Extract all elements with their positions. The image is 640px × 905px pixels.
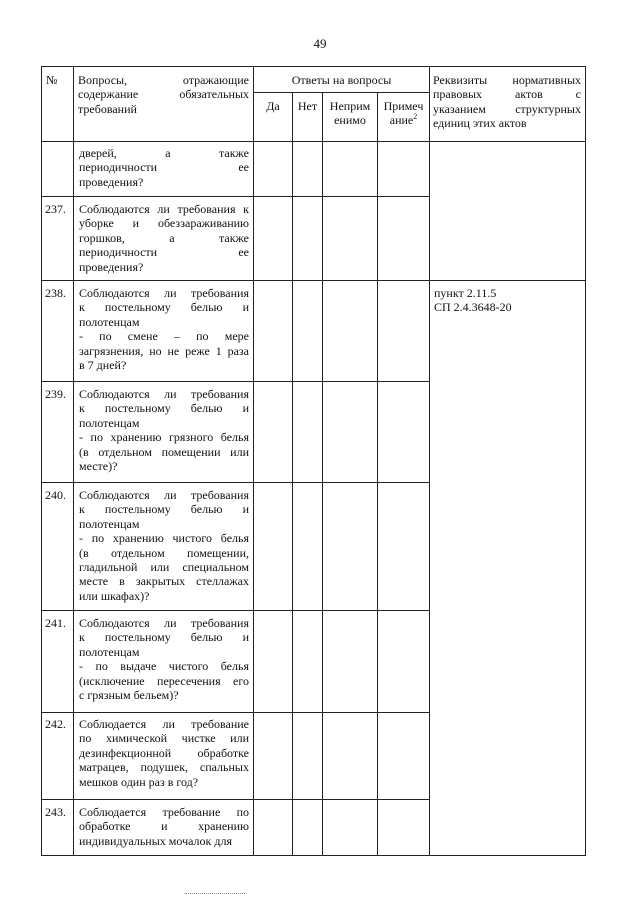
header-requisites-line: указанием структурных bbox=[433, 101, 581, 116]
question-line: уборке и обеззараживанию bbox=[79, 216, 249, 231]
question-line: с грязным бельем)? bbox=[79, 688, 179, 703]
header-yes: Да bbox=[266, 99, 280, 113]
question-line: к постельному белью и bbox=[79, 300, 249, 315]
header-no: Нет bbox=[297, 99, 318, 113]
question-line: - по хранению грязного белья bbox=[79, 430, 249, 445]
header-questions-line: Вопросы, отражающие bbox=[78, 73, 249, 87]
row-number: 239. bbox=[45, 387, 66, 401]
question-line: полотенцам bbox=[79, 516, 140, 531]
question-line: (в отдельном помещении или bbox=[79, 444, 249, 459]
row-question bbox=[79, 616, 249, 702]
header-not-applicable bbox=[323, 99, 377, 128]
question-line: к постельному белью и bbox=[79, 502, 249, 517]
question-line: Соблюдаются ли требования bbox=[79, 387, 249, 401]
question-line: мешков один раз в год? bbox=[79, 774, 199, 789]
question-line: Соблюдается требование по bbox=[79, 805, 249, 819]
header-requisites-line: единиц этих актов bbox=[433, 116, 527, 131]
question-line: полотенцам bbox=[79, 644, 140, 659]
header-note-line: Примеч bbox=[383, 99, 424, 113]
header-requisites bbox=[433, 73, 581, 131]
row-question bbox=[79, 805, 249, 848]
question-line: месте в закрытых стеллажах bbox=[79, 574, 249, 589]
question-line: к постельному белью и bbox=[79, 630, 249, 645]
question-line: (исключение пересечения его bbox=[79, 673, 249, 688]
question-line: периодичности ее bbox=[79, 245, 249, 260]
header-na-line: Неприм bbox=[329, 99, 371, 113]
requisite-line: СП 2.4.3648-20 bbox=[434, 300, 512, 315]
row-question bbox=[79, 717, 249, 789]
question-line: загрязнения, но не реже 1 раза bbox=[79, 343, 249, 358]
row-question bbox=[79, 202, 249, 274]
header-note-line: ание bbox=[389, 113, 414, 128]
page-number: 49 bbox=[313, 36, 327, 51]
question-line: Соблюдаются ли требования bbox=[79, 286, 249, 300]
header-requisites-line: Реквизиты нормативных bbox=[433, 73, 581, 87]
row-number: 237. bbox=[45, 202, 66, 216]
question-line: гладильной или специальном bbox=[79, 560, 249, 575]
row-number: 240. bbox=[45, 488, 66, 502]
question-line: Соблюдаются ли требования к bbox=[79, 202, 249, 216]
question-line: обработке и хранению bbox=[79, 819, 249, 834]
row-number: 241. bbox=[45, 616, 66, 630]
question-line: - по выдаче чистого белья bbox=[79, 659, 249, 674]
question-line: или шкафах)? bbox=[79, 588, 150, 603]
header-note-footnote: 2 bbox=[413, 112, 418, 122]
header-note bbox=[378, 99, 429, 128]
question-line: проведения? bbox=[79, 259, 144, 274]
question-line: матрацев, подушек, спальных bbox=[79, 760, 249, 775]
scan-mark bbox=[185, 893, 245, 896]
question-line: дезинфекционной обработке bbox=[79, 745, 249, 760]
question-line: полотенцам bbox=[79, 415, 140, 430]
header-answers: Ответы на вопросы bbox=[291, 73, 392, 87]
header-requisites-line: правовых актов с bbox=[433, 87, 581, 102]
header-na-line: енимо bbox=[334, 113, 366, 128]
question-line: полотенцам bbox=[79, 314, 140, 329]
header-questions-line: содержание обязательных bbox=[78, 87, 249, 102]
question-line: в 7 дней? bbox=[79, 358, 127, 373]
question-line: Соблюдается ли требование bbox=[79, 717, 249, 731]
question-line: дверей, а также bbox=[79, 146, 249, 160]
row-number: 238. bbox=[45, 286, 66, 300]
row-question bbox=[79, 146, 249, 189]
question-line: Соблюдаются ли требования bbox=[79, 488, 249, 502]
question-line: проведения? bbox=[79, 174, 144, 189]
header-number: № bbox=[46, 73, 58, 87]
question-line: Соблюдаются ли требования bbox=[79, 616, 249, 630]
row-requisites bbox=[434, 286, 582, 315]
question-line: к постельному белью и bbox=[79, 401, 249, 416]
question-line: по химической чистке или bbox=[79, 731, 249, 746]
question-line: индивидуальных мочалок для bbox=[79, 833, 232, 848]
header-questions-line: требований bbox=[78, 101, 137, 116]
requisite-line: пункт 2.11.5 bbox=[434, 286, 497, 300]
question-line: (в отдельном помещении, bbox=[79, 545, 249, 560]
row-question bbox=[79, 488, 249, 603]
question-line: месте)? bbox=[79, 459, 118, 474]
row-number: 242. bbox=[45, 717, 66, 731]
question-line: - по хранению чистого белья bbox=[79, 531, 249, 546]
row-question bbox=[79, 387, 249, 473]
question-line: периодичности ее bbox=[79, 160, 249, 175]
question-line: - по смене – по мере bbox=[79, 329, 249, 344]
header-questions bbox=[78, 73, 249, 116]
question-line: горшков, а также bbox=[79, 230, 249, 245]
row-number: 243. bbox=[45, 805, 66, 819]
row-question bbox=[79, 286, 249, 372]
